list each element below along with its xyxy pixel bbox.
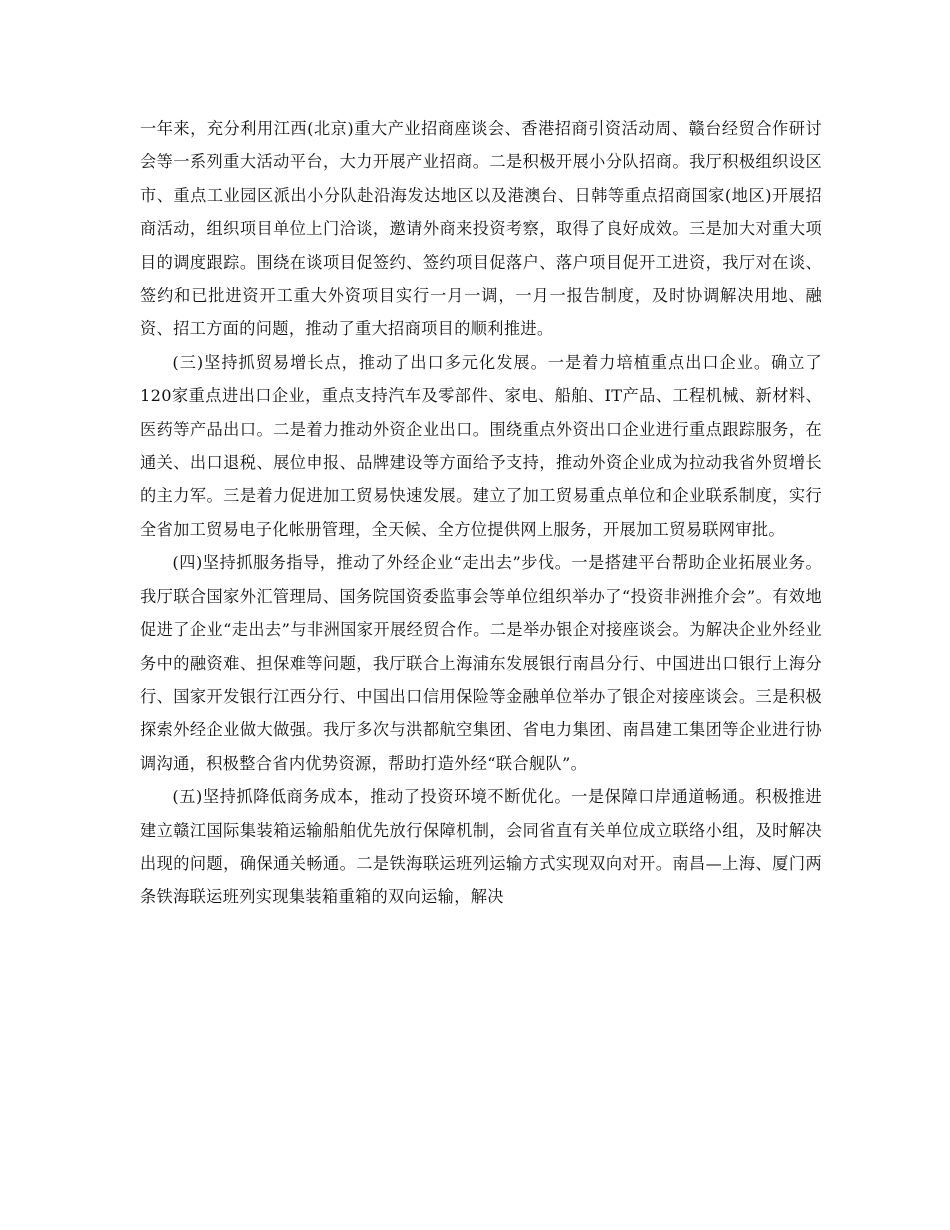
paragraph-1: 一年来，充分利用江西(北京)重大产业招商座谈会、香港招商引资活动周、赣台经贸合作研讨会等一系列重大活动平台，大力开展产业招商。二是积极开展小分队招商。我厅积极组织设区市、重点工业园区派出小分队赴沿海发达地区以及港澳台、日韩等重点招商国家(地区)开展招商活动，组织项目单位上门洽谈，邀请外商来投资考察，取得了良好成效。三是加大对重大项目的调度跟踪。围绕在谈项目促签约、签约项目促落户、落户项目促开工进资，我厅对在谈、签约和已批进资开工重大外资项目实行一月一调，一月一报告制度，及时协调解决用地、融资、招工方面的问题，推动了重大招商项目的顺利推进。: [140, 119, 822, 339]
paragraph-4: (五)坚持抓降低商务成本，推动了投资环境不断优化。一是保障口岸通道畅通。积极推进建立赣江国际集装箱运输船舶优先放行保障机制，会同省直有关单位成立联络小组，及时解决出现的问题，确保通关畅通。二是铁海联运班列运输方式实现双向对开。南昌—上海、厦门两条铁海联运班列实现集装箱重箱的双向运输，解决: [140, 787, 822, 907]
document-page: [140, 112, 822, 914]
paragraph-3: (四)坚持抓服务指导，推动了外经企业“走出去”步伐。一是搭建平台帮助企业拓展业务。我厅联合国家外汇管理局、国务院国资委监事会等单位组织举办了“投资非洲推介会”。有效地促进了企业“走出去”与非洲国家开展经贸合作。二是举办银企对接座谈会。为解决企业外经业务中的融资难、担保难等问题，我厅联合上海浦东发展银行南昌分行、中国进出口银行上海分行、国家开发银行江西分行、中国出口信用保险等金融单位举办了银企对接座谈会。三是积极探索外经企业做大做强。我厅多次与洪都航空集团、省电力集团、南昌建工集团等企业进行协调沟通，积极整合省内优势资源，帮助打造外经“联合舰队”。: [140, 553, 822, 773]
paragraph-2: (三)坚持抓贸易增长点，推动了出口多元化发展。一是着力培植重点出口企业。确立了120家重点进出口企业，重点支持汽车及零部件、家电、船舶、IT产品、工程机械、新材料、医药等产品出口。二是着力推动外资企业出口。围绕重点外资出口企业进行重点跟踪服务，在通关、出口退税、展位申报、品牌建设等方面给予支持，推动外资企业成为拉动我省外贸增长的主力军。三是着力促进加工贸易快速发展。建立了加工贸易重点单位和企业联系制度，实行全省加工贸易电子化帐册管理，全天候、全方位提供网上服务，开展加工贸易联网审批。: [140, 352, 822, 539]
